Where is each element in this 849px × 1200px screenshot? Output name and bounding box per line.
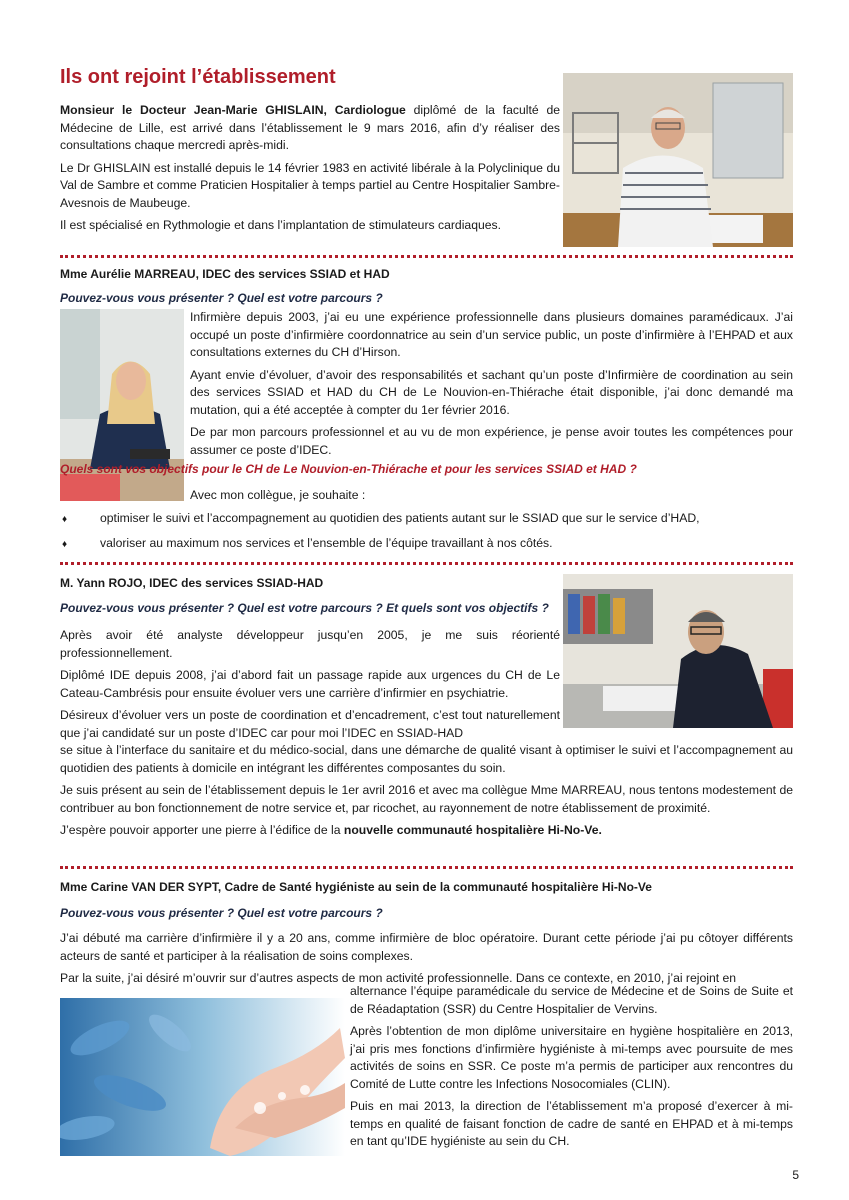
bullet-icon: ♦ [62, 538, 68, 550]
rojo-paragraph-3b: se situe à l’interface du sanitaire et du médico-social, dans une démarche de qualité visant à optimiser le suivi et l’accompagnement au quotidien des patients à domicile en intégrant les différentes composantes du soin. [60, 743, 793, 775]
separator [60, 255, 793, 258]
marreau-text-1 [190, 309, 793, 459]
photo-rojo [563, 574, 793, 728]
vandersypt-paragraph-4: Puis en mai 2013, la direction de l’établissement m’a proposé d’exercer à mi-temps en qualité de faisant fonction de cadre de santé en EHPAD et à mi-temps en tant qu’IDE hygiéniste au sein du CH. [350, 1099, 793, 1148]
page-title: Ils ont rejoint l’établissement [60, 66, 336, 88]
bullet-icon: ♦ [62, 514, 68, 525]
ghislain-paragraph-3: Il est spécialisé en Rythmologie et dans l’implantation de stimulateurs cardiaques. [60, 218, 502, 232]
vandersypt-question-1: Pouvez-vous vous présenter ? Quel est votre parcours ? [60, 906, 383, 920]
photo-hygiene [60, 998, 345, 1156]
ghislain-name: Monsieur le Docteur Jean-Marie GHISLAIN, Cardiologue [60, 103, 406, 117]
rojo-paragraph-3a: Désireux d’évoluer vers un poste de coordination et d’encadrement, c’est tout naturellement que j’ai candidaté sur un poste d’IDEC car pour moi l’IDEC en SSIAD-HAD [60, 708, 560, 740]
section-ghislain [60, 102, 560, 235]
vandersypt-heading: Mme Carine VAN DER SYPT, Cadre de Santé hygiéniste au sein de la communauté hospitalière Hi-No-Ve [60, 880, 652, 894]
marreau-paragraph-4: Avec mon collègue, je souhaite : [190, 488, 366, 502]
marreau-question-2: Quels sont vos objectifs pour le CH de Le Nouvion-en-Thiérache et pour les services SSIAD et HAD ? [60, 462, 637, 476]
marreau-paragraph-1: Infirmière depuis 2003, j’ai eu une expérience professionnelle dans plusieurs domaines paramédicaux. J’ai occupé un poste d’infirmière coordonnatrice au sein d’un service public, un poste d’infirmière à l’EHPAD et aux consultations externes du CH d’Hirson. [190, 310, 793, 359]
rojo-heading: M. Yann ROJO, IDEC des services SSIAD-HAD [60, 576, 324, 590]
marreau-heading: Mme Aurélie MARREAU, IDEC des services SSIAD et HAD [60, 267, 390, 281]
vandersypt-paragraph-2a: Par la suite, j’ai désiré m’ouvrir sur d’autres aspects de mon activité professionnelle. Dans ce contexte, en 2010, j’ai rejoint en [60, 971, 737, 985]
ghislain-paragraph-2: Le Dr GHISLAIN est installé depuis le 14 février 1983 en activité libérale à la Polyclinique du Val de Sambre et comme Praticien Hospitalier à temps partiel au Centre Hospitalier Sambre-Avesnois de Maubeuge. [60, 160, 560, 210]
list-item: ♦ optimiser le suivi et l’accompagnement au quotidien des patients autant sur le SSIAD que sur le service d’HAD, [62, 510, 793, 529]
rojo-text-1 [60, 627, 560, 742]
rojo-text-2 [60, 742, 793, 840]
vandersypt-paragraph-1: J’ai débuté ma carrière d’infirmière il y a 20 ans, comme infirmière de bloc opératoire. Durant cette période j’ai pu côtoyer différents acteurs de santé et participer à la réalisation de soins complexes. [60, 931, 793, 963]
rojo-question-1: Pouvez-vous vous présenter ? Quel est votre parcours ? Et quels sont vos objectifs ? [60, 601, 549, 615]
photo-ghislain [563, 73, 793, 247]
marreau-question-1: Pouvez-vous vous présenter ? Quel est votre parcours ? [60, 291, 383, 305]
page-number: 5 [792, 1168, 799, 1182]
separator [60, 562, 793, 565]
vandersypt-paragraph-2b: alternance l’équipe paramédicale du service de Médecine et de Soins de Suite et de Réadaptation (SSR) du Centre Hospitalier de Vervins. [350, 984, 793, 1016]
vandersypt-paragraph-3: Après l’obtention de mon diplôme universitaire en hygiène hospitalière en 2013, j’ai pris mes fonctions d’infirmière hygiéniste à mi-temps avec poursuite de mes activités de soins en SSR. Ce poste m’a permis de participer aux rencontres du Comité de Lutte contre les Infections Nosocomiales (CLIN). [350, 1024, 793, 1091]
marreau-paragraph-2: Ayant envie d’évoluer, d’avoir des responsabilités et sachant qu’un poste d’Infirmière de coordination au sein des services SSIAD et HAD du CH de Le Nouvion-en-Thiérache était disponible, j’ai donc demandé ma mutation, qui a été acceptée à compter du 1er février 2016. [190, 367, 793, 417]
rojo-paragraph-1: Après avoir été analyste développeur jusqu’en 2005, je me suis réorienté professionnellement. [60, 628, 560, 660]
separator [60, 866, 793, 869]
marreau-bullet-list [62, 510, 793, 553]
rojo-paragraph-5: J’espère pouvoir apporter une pierre à l’édifice de la nouvelle communauté hospitalière Hi-No-Ve. [60, 823, 602, 837]
ghislain-intro: Monsieur le Docteur Jean-Marie GHISLAIN, Cardiologue diplômé de la faculté de Médecine de Lille, est arrivé dans l’établissement le 9 mars 2016, afin d’y réaliser des consultations chaque mercredi après-midi. [60, 103, 560, 152]
vandersypt-text-1 [60, 930, 793, 988]
list-item: ♦ valoriser au maximum nos services et l’ensemble de l’équipe travaillant à nos côtés. [62, 535, 793, 554]
vandersypt-text-2 [350, 983, 793, 1151]
marreau-paragraph-3: De par mon parcours professionnel et au vu de mon expérience, je pense avoir toutes les compétences pour assumer ce poste d’IDEC. [190, 425, 793, 457]
rojo-paragraph-2: Diplômé IDE depuis 2008, j’ai d’abord fait un passage rapide aux urgences du CH de Le Cateau-Cambrésis pour ensuite évoluer vers une carrière d’infirmier en psychiatrie. [60, 668, 560, 700]
rojo-paragraph-4: Je suis présent au sein de l’établissement depuis le 1er avril 2016 et avec ma collègue Mme MARREAU, nous tentons modestement de contribuer au bon fonctionnement de notre service et, par ricochet, au rayonnement de notre établissement de proximité. [60, 783, 793, 815]
